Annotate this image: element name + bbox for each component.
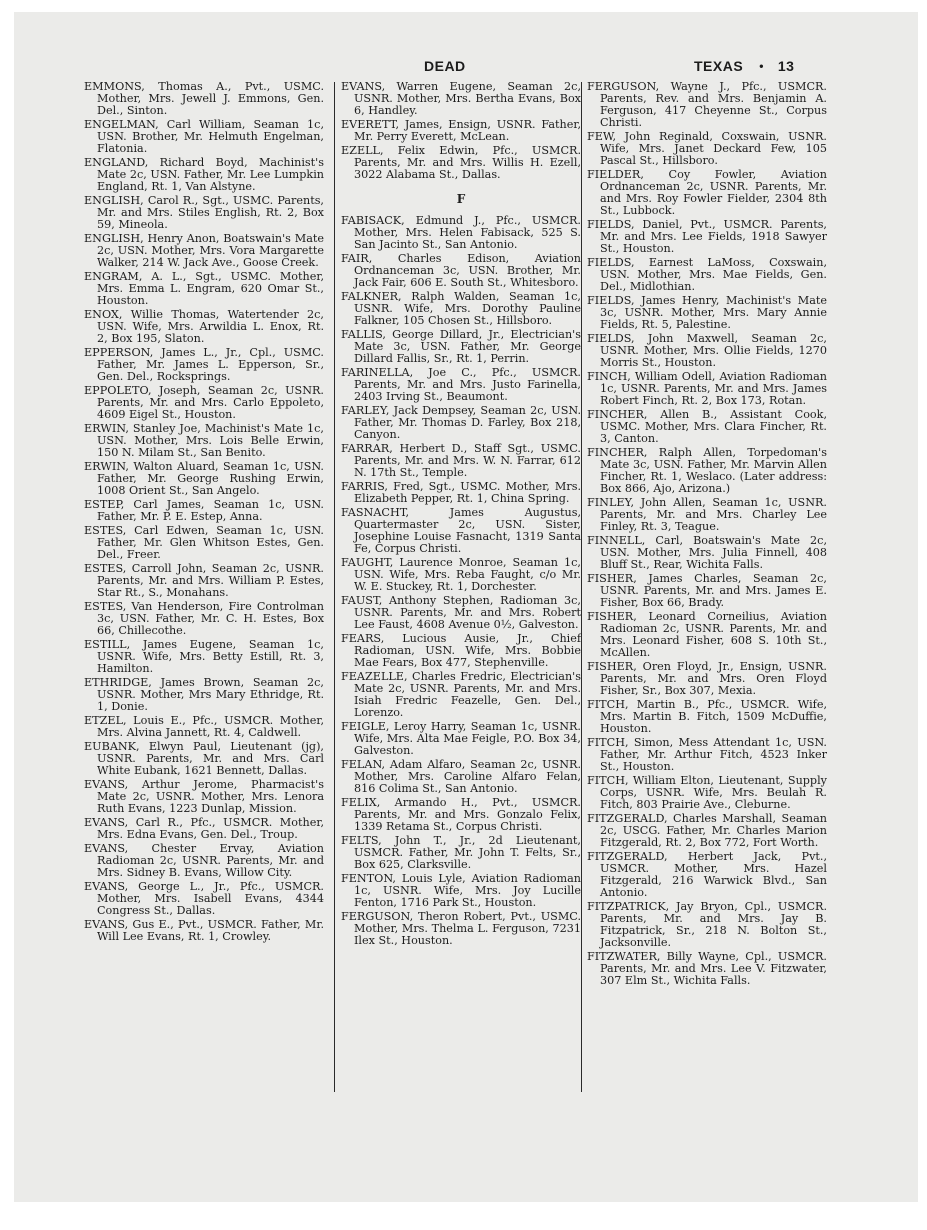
column-1 xyxy=(84,81,324,945)
casualty-entry: FEAZELLE, Charles Fredric, Electrician's Mate 2c, USNR. Parents, Mr. and Mrs. Isiah Fredric Feazelle, Gen. Del., Lorenzo. xyxy=(341,670,581,719)
casualty-entry: FITZWATER, Billy Wayne, Cpl., USMCR. Parents, Mr. and Mrs. Lee V. Fitzwater, 307 Elm St., Wichita Falls. xyxy=(587,950,827,987)
casualty-entry: FIELDS, Earnest LaMoss, Coxswain, USN. Mother, Mrs. Mae Fields, Gen. Del., Midlothian. xyxy=(587,256,827,293)
state-name: TEXAS xyxy=(694,58,744,74)
section-title: DEAD xyxy=(424,58,466,74)
casualty-entry: FALLIS, George Dillard, Jr., Electrician's Mate 3c, USN. Father, Mr. George Dillard Fallis, Sr., Rt. 1, Perrin. xyxy=(341,328,581,365)
casualty-entry: ETHRIDGE, James Brown, Seaman 2c, USNR. Mother, Mrs Mary Ethridge, Rt. 1, Donie. xyxy=(84,676,324,713)
casualty-entry: EVANS, Gus E., Pvt., USMCR. Father, Mr. Will Lee Evans, Rt. 1, Crowley. xyxy=(84,918,324,943)
casualty-entry: FASNACHT, James Augustus, Quartermaster 2c, USN. Sister, Josephine Louise Fasnacht, 1319 Santa Fe, Corpus Christi. xyxy=(341,506,581,555)
casualty-entry: FITZGERALD, Herbert Jack, Pvt., USMCR. Mother, Mrs. Hazel Fitzgerald, 216 Warwick Blvd., San Antonio. xyxy=(587,850,827,899)
casualty-entry: FITZPATRICK, Jay Bryon, Cpl., USMCR. Parents, Mr. and Mrs. Jay B. Fitzpatrick, Sr., 218 N. Bolton St., Jacksonville. xyxy=(587,900,827,949)
casualty-entry: FIELDER, Coy Fowler, Aviation Ordnanceman 2c, USNR. Parents, Mr. and Mrs. Roy Fowler Fielder, 2304 8th St., Lubbock. xyxy=(587,168,827,217)
casualty-entry: EUBANK, Elwyn Paul, Lieutenant (jg), USNR. Parents, Mr. and Mrs. Carl White Eubank, 1621 Bennett, Dallas. xyxy=(84,740,324,777)
casualty-entry: FINCHER, Ralph Allen, Torpedoman's Mate 3c, USN. Father, Mr. Marvin Allen Fincher, Rt. 1, Weslaco. (Later address: Box 866, Ajo, Arizona.) xyxy=(587,446,827,495)
casualty-entry: ESTILL, James Eugene, Seaman 1c, USNR. Wife, Mrs. Betty Estill, Rt. 3, Hamilton. xyxy=(84,638,324,675)
casualty-entry: FINCH, William Odell, Aviation Radioman 1c, USNR. Parents, Mr. and Mrs. James Robert Finch, Rt. 2, Box 173, Rotan. xyxy=(587,370,827,407)
casualty-entry: FISHER, James Charles, Seaman 2c, USNR. Parents, Mr. and Mrs. James E. Fisher, Box 66, Brady. xyxy=(587,572,827,609)
casualty-entry: ESTES, Carroll John, Seaman 2c, USNR. Parents, Mr. and Mrs. William P. Estes, Star Rt., S., Monahans. xyxy=(84,562,324,599)
casualty-entry: FALKNER, Ralph Walden, Seaman 1c, USNR. Wife, Mrs. Dorothy Pauline Falkner, 105 Chosen St., Hillsboro. xyxy=(341,290,581,327)
casualty-entry: FARLEY, Jack Dempsey, Seaman 2c, USN. Father, Mr. Thomas D. Farley, Box 218, Canyon. xyxy=(341,404,581,441)
casualty-entry: FARINELLA, Joe C., Pfc., USMCR. Parents, Mr. and Mrs. Justo Farinella, 2403 Irving St., Beaumont. xyxy=(341,366,581,403)
casualty-entry: FENTON, Louis Lyle, Aviation Radioman 1c, USNR. Wife, Mrs. Joy Lucille Fenton, 1716 Park St., Houston. xyxy=(341,872,581,909)
casualty-entry: FARRIS, Fred, Sgt., USMC. Mother, Mrs. Elizabeth Pepper, Rt. 1, China Spring. xyxy=(341,480,581,505)
casualty-entry: FERGUSON, Theron Robert, Pvt., USMC. Mother, Mrs. Thelma L. Ferguson, 7231 Ilex St., Houston. xyxy=(341,910,581,947)
column-2-f-entries xyxy=(341,215,581,947)
column-2-e-entries xyxy=(341,81,581,181)
casualty-entry: FISHER, Leonard Corneilius, Aviation Radioman 2c, USNR. Parents, Mr. and Mrs. Leonard Fisher, 608 S. 10th St., McAllen. xyxy=(587,610,827,659)
casualty-entry: FINLEY, John Allen, Seaman 1c, USNR. Parents, Mr. and Mrs. Charley Lee Finley, Rt. 3, Teague. xyxy=(587,496,827,533)
casualty-entry: FAIR, Charles Edison, Aviation Ordnanceman 3c, USN. Brother, Mr. Jack Fair, 606 E. South St., Whitesboro. xyxy=(341,252,581,289)
page-number: 13 xyxy=(777,58,795,74)
casualty-entry: EVANS, Warren Eugene, Seaman 2c, USNR. Mother, Mrs. Bertha Evans, Box 6, Handley. xyxy=(341,80,581,117)
casualty-entry: FABISACK, Edmund J., Pfc., USMCR. Mother, Mrs. Helen Fabisack, 525 S. San Jacinto St., San Antonio. xyxy=(341,214,581,251)
bullet: • xyxy=(759,59,764,73)
casualty-entry: FARRAR, Herbert D., Staff Sgt., USMC. Parents, Mr. and Mrs. W. N. Farrar, 612 N. 17th St., Temple. xyxy=(341,442,581,479)
casualty-entry: EVANS, Arthur Jerome, Pharmacist's Mate 2c, USNR. Mother, Mrs. Lenora Ruth Evans, 1223 Dunlap, Mission. xyxy=(84,778,324,815)
casualty-entry: FITCH, William Elton, Lieutenant, Supply Corps, USNR. Wife, Mrs. Beulah R. Fitch, 803 Prairie Ave., Cleburne. xyxy=(587,774,827,811)
casualty-entry: FIELDS, John Maxwell, Seaman 2c, USNR. Mother, Mrs. Ollie Fields, 1270 Morris St., Houston. xyxy=(587,332,827,369)
casualty-entry: FELTS, John T., Jr., 2d Lieutenant, USMCR. Father, Mr. John T. Felts, Sr., Box 625, Clarksville. xyxy=(341,834,581,871)
casualty-entry: ESTEP, Carl James, Seaman 1c, USN. Father, Mr. P. E. Estep, Anna. xyxy=(84,498,324,523)
column-divider xyxy=(581,82,582,1092)
casualty-entry: ENGLISH, Henry Anon, Boatswain's Mate 2c, USN. Mother, Mrs. Vora Margarette Walker, 214 W. Jack Ave., Goose Creek. xyxy=(84,232,324,269)
casualty-entry: FISHER, Oren Floyd, Jr., Ensign, USNR. Parents, Mr. and Mrs. Oren Floyd Fisher, Sr., Box 307, Mexia. xyxy=(587,660,827,697)
running-head xyxy=(694,58,794,74)
casualty-entry: ENGLAND, Richard Boyd, Machinist's Mate 2c, USN. Father, Mr. Lee Lumpkin England, Rt. 1, Van Alstyne. xyxy=(84,156,324,193)
document-page xyxy=(14,12,918,1202)
casualty-entry: EVANS, George L., Jr., Pfc., USMCR. Mother, Mrs. Isabell Evans, 4344 Congress St., Dallas. xyxy=(84,880,324,917)
casualty-entry: FIELDS, Daniel, Pvt., USMCR. Parents, Mr. and Mrs. Lee Fields, 1918 Sawyer St., Houston. xyxy=(587,218,827,255)
casualty-entry: EPPOLETO, Joseph, Seaman 2c, USNR. Parents, Mr. and Mrs. Carlo Eppoleto, 4609 Eigel St., Houston. xyxy=(84,384,324,421)
casualty-entry: FITCH, Simon, Mess Attendant 1c, USN. Father, Mr. Arthur Fitch, 4523 Inker St., Houston. xyxy=(587,736,827,773)
casualty-entry: FERGUSON, Wayne J., Pfc., USMCR. Parents, Rev. and Mrs. Benjamin A. Ferguson, 417 Cheyenne St., Corpus Christi. xyxy=(587,80,827,129)
casualty-entry: ESTES, Carl Edwen, Seaman 1c, USN. Father, Mr. Glen Whitson Estes, Gen. Del., Freer. xyxy=(84,524,324,561)
casualty-entry: EZELL, Felix Edwin, Pfc., USMCR. Parents, Mr. and Mrs. Willis H. Ezell, 3022 Alabama St., Dallas. xyxy=(341,144,581,181)
casualty-entry: ERWIN, Walton Aluard, Seaman 1c, USN. Father, Mr. George Rushing Erwin, 1008 Orient St., San Angelo. xyxy=(84,460,324,497)
casualty-entry: EVANS, Carl R., Pfc., USMCR. Mother, Mrs. Edna Evans, Gen. Del., Troup. xyxy=(84,816,324,841)
casualty-entry: FITCH, Martin B., Pfc., USMCR. Wife, Mrs. Martin B. Fitch, 1509 McDuffie, Houston. xyxy=(587,698,827,735)
casualty-entry: FAUGHT, Laurence Monroe, Seaman 1c, USN. Wife, Mrs. Reba Faught, c/o Mr. W. E. Stuckey, Rt. 1, Dorchester. xyxy=(341,556,581,593)
casualty-entry: ENGLISH, Carol R., Sgt., USMC. Parents, Mr. and Mrs. Stiles English, Rt. 2, Box 59, Mineola. xyxy=(84,194,324,231)
casualty-entry: FEIGLE, Leroy Harry, Seaman 1c, USNR. Wife, Mrs. Alta Mae Feigle, P.O. Box 34, Galveston. xyxy=(341,720,581,757)
column-2 xyxy=(341,81,581,949)
casualty-entry: FEW, John Reginald, Coxswain, USNR. Wife, Mrs. Janet Deckard Few, 105 Pascal St., Hillsboro. xyxy=(587,130,827,167)
column-divider xyxy=(334,82,335,1092)
casualty-entry: EVANS, Chester Ervay, Aviation Radioman 2c, USNR. Parents, Mr. and Mrs. Sidney B. Evans, Willow City. xyxy=(84,842,324,879)
casualty-entry: ENGELMAN, Carl William, Seaman 1c, USN. Brother, Mr. Helmuth Engelman, Flatonia. xyxy=(84,118,324,155)
casualty-entry: FINCHER, Allen B., Assistant Cook, USMC. Mother, Mrs. Clara Fincher, Rt. 3, Canton. xyxy=(587,408,827,445)
casualty-entry: ERWIN, Stanley Joe, Machinist's Mate 1c, USN. Mother, Mrs. Lois Belle Erwin, 150 N. Milam St., San Benito. xyxy=(84,422,324,459)
casualty-entry: FAUST, Anthony Stephen, Radioman 3c, USNR. Parents, Mr. and Mrs. Robert Lee Faust, 4608 Avenue 0½, Galveston. xyxy=(341,594,581,631)
casualty-entry: EMMONS, Thomas A., Pvt., USMC. Mother, Mrs. Jewell J. Emmons, Gen. Del., Sinton. xyxy=(84,80,324,117)
column-3 xyxy=(587,81,827,989)
casualty-entry: FIELDS, James Henry, Machinist's Mate 3c, USNR. Mother, Mrs. Mary Annie Fields, Rt. 5, Palestine. xyxy=(587,294,827,331)
casualty-entry: ENGRAM, A. L., Sgt., USMC. Mother, Mrs. Emma L. Engram, 620 Omar St., Houston. xyxy=(84,270,324,307)
casualty-entry: FINNELL, Carl, Boatswain's Mate 2c, USN. Mother, Mrs. Julia Finnell, 408 Bluff St., Rear, Wichita Falls. xyxy=(587,534,827,571)
casualty-entry: FITZGERALD, Charles Marshall, Seaman 2c, USCG. Father, Mr. Charles Marion Fitzgerald, Rt. 2, Box 772, Fort Worth. xyxy=(587,812,827,849)
casualty-entry: EVERETT, James, Ensign, USNR. Father, Mr. Perry Everett, McLean. xyxy=(341,118,581,143)
casualty-entry: FELAN, Adam Alfaro, Seaman 2c, USNR. Mother, Mrs. Caroline Alfaro Felan, 816 Colima St., San Antonio. xyxy=(341,758,581,795)
casualty-entry: EPPERSON, James L., Jr., Cpl., USMC. Father, Mr. James L. Epperson, Sr., Gen. Del., Rocksprings. xyxy=(84,346,324,383)
casualty-entry: ETZEL, Louis E., Pfc., USMCR. Mother, Mrs. Alvina Jannett, Rt. 4, Caldwell. xyxy=(84,714,324,739)
casualty-entry: ESTES, Van Henderson, Fire Controlman 3c, USN. Father, Mr. C. H. Estes, Box 66, Chillecothe. xyxy=(84,600,324,637)
page-header xyxy=(14,58,918,78)
section-letter: F xyxy=(456,192,466,206)
casualty-entry: ENOX, Willie Thomas, Watertender 2c, USN. Wife, Mrs. Arwildia L. Enox, Rt. 2, Box 195, Slaton. xyxy=(84,308,324,345)
casualty-entry: FEARS, Lucious Ausie, Jr., Chief Radioman, USN. Wife, Mrs. Bobbie Mae Fears, Box 477, Stephenville. xyxy=(341,632,581,669)
casualty-entry: FELIX, Armando H., Pvt., USMCR. Parents, Mr. and Mrs. Gonzalo Felix, 1339 Retama St., Corpus Christi. xyxy=(341,796,581,833)
